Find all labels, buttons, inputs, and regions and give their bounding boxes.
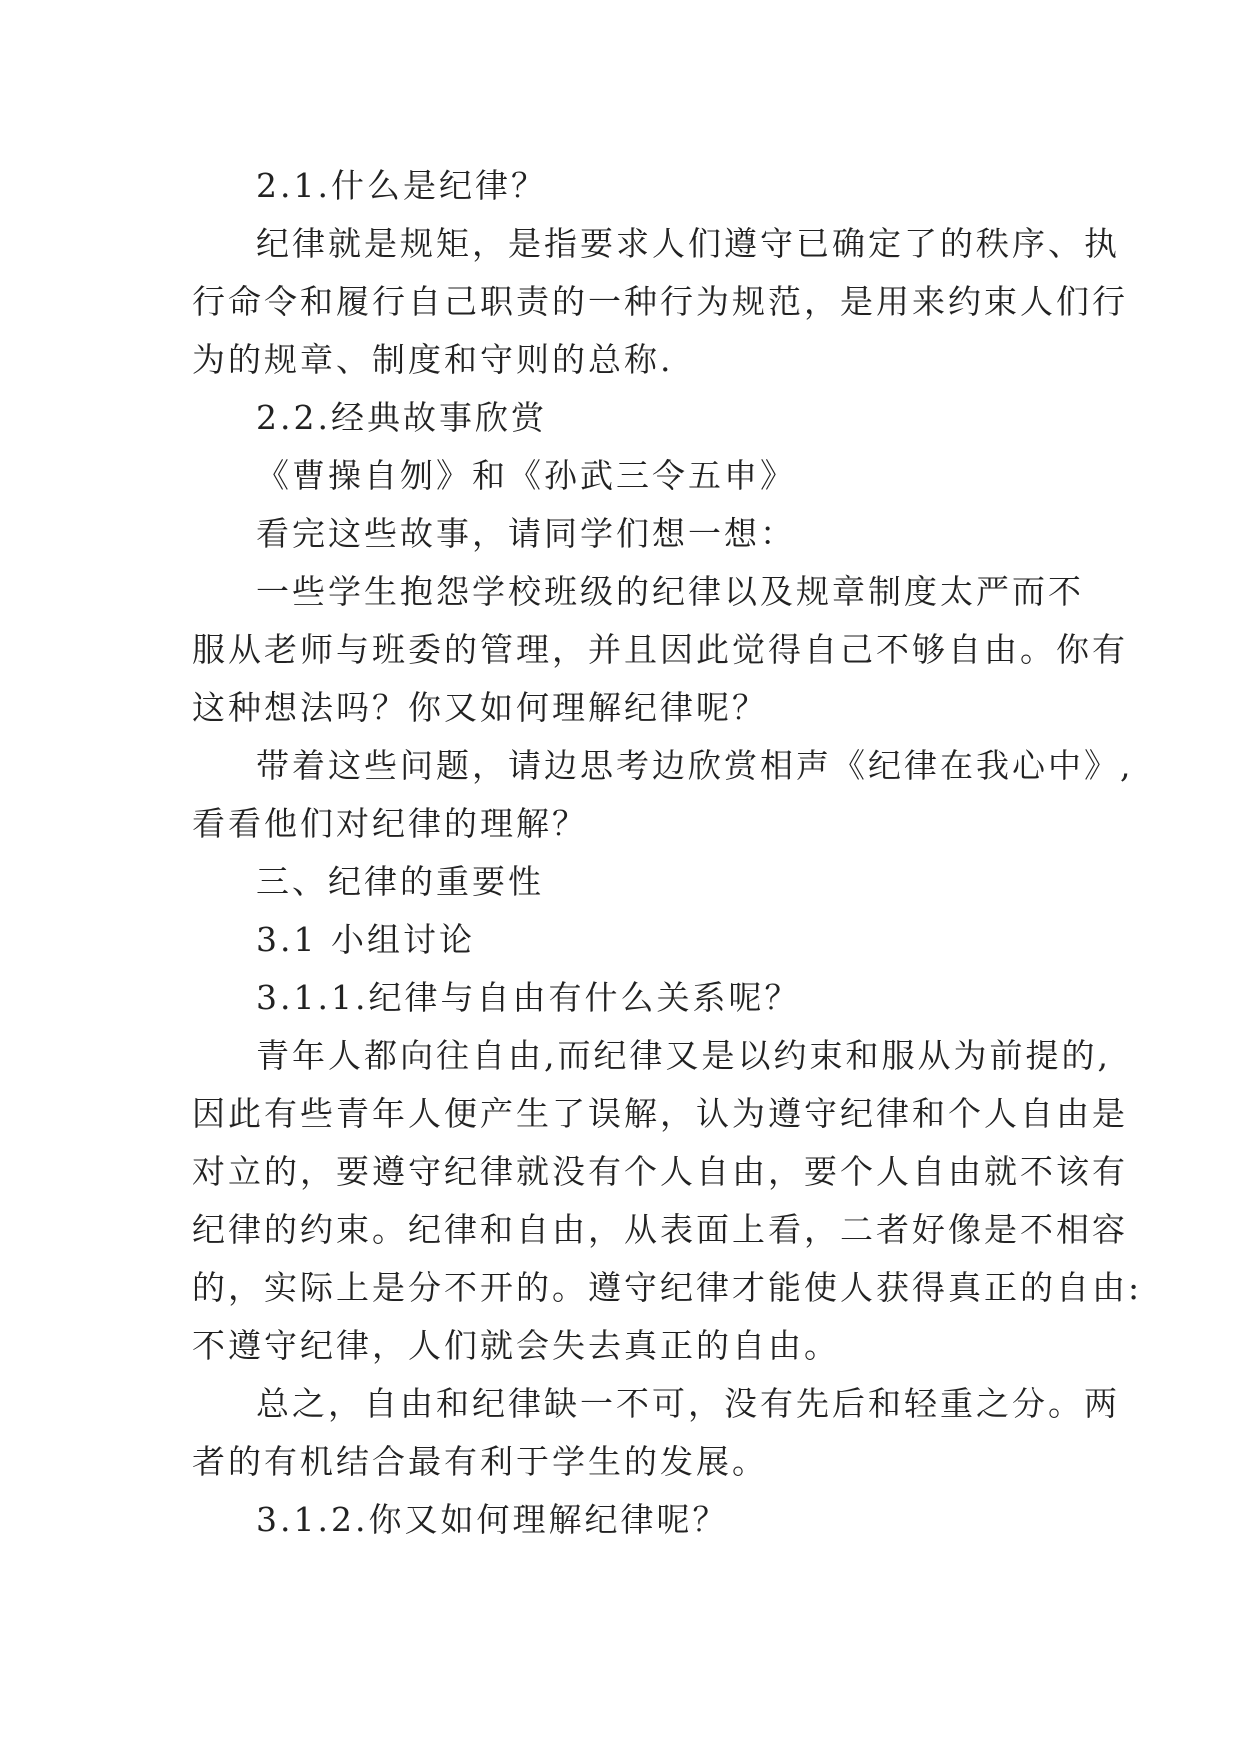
paragraph-line: 者的有机结合最有利于学生的发展。 xyxy=(192,1442,768,1481)
paragraph-line: 行命令和履行自己职责的一种行为规范，是用来约束人们行 xyxy=(192,282,1128,321)
paragraph-line: 不遵守纪律，人们就会失去真正的自由。 xyxy=(192,1326,840,1365)
paragraph-line: 带着这些问题，请边思考边欣赏相声《纪律在我心中》, xyxy=(256,746,1134,785)
paragraph-line: 一些学生抱怨学校班级的纪律以及规章制度太严而不 xyxy=(256,572,1084,611)
paragraph-line: 的，实际上是分不开的。遵守纪律才能使人获得真正的自由: xyxy=(192,1268,1143,1307)
subsection-heading: 3.1.1.纪律与自由有什么关系呢？ xyxy=(256,978,801,1017)
heading-what-is-discipline: 2.1.什么是纪律？ xyxy=(256,166,547,205)
subsection-heading: 3.1.2.你又如何理解纪律呢？ xyxy=(256,1500,729,1539)
paragraph-line: 看看他们对纪律的理解？ xyxy=(192,804,588,843)
paragraph-line: 这种想法吗？你又如何理解纪律呢？ xyxy=(192,688,768,727)
section-heading: 三、纪律的重要性 xyxy=(256,862,544,901)
paragraph-line: 《曹操自刎》和《孙武三令五申》 xyxy=(256,456,796,495)
paragraph-line: 纪律就是规矩，是指要求人们遵守已确定了的秩序、执 xyxy=(256,224,1120,263)
heading-classic-stories: 2.2.经典故事欣赏 xyxy=(256,398,547,437)
subsection-heading: 3.1 小组讨论 xyxy=(256,920,475,959)
paragraph-line: 因此有些青年人便产生了误解，认为遵守纪律和个人自由是 xyxy=(192,1094,1128,1133)
paragraph-line: 看完这些故事，请同学们想一想： xyxy=(256,514,796,553)
paragraph-line: 为的规章、制度和守则的总称. xyxy=(192,340,674,379)
paragraph-line: 对立的，要遵守纪律就没有个人自由，要个人自由就不该有 xyxy=(192,1152,1128,1191)
paragraph-line: 总之，自由和纪律缺一不可，没有先后和轻重之分。两 xyxy=(256,1384,1120,1423)
paragraph-line: 服从老师与班委的管理，并且因此觉得自己不够自由。你有 xyxy=(192,630,1128,669)
paragraph-line: 青年人都向往自由,而纪律又是以约束和服从为前提的, xyxy=(256,1036,1111,1075)
paragraph-line: 纪律的约束。纪律和自由，从表面上看，二者好像是不相容 xyxy=(192,1210,1128,1249)
